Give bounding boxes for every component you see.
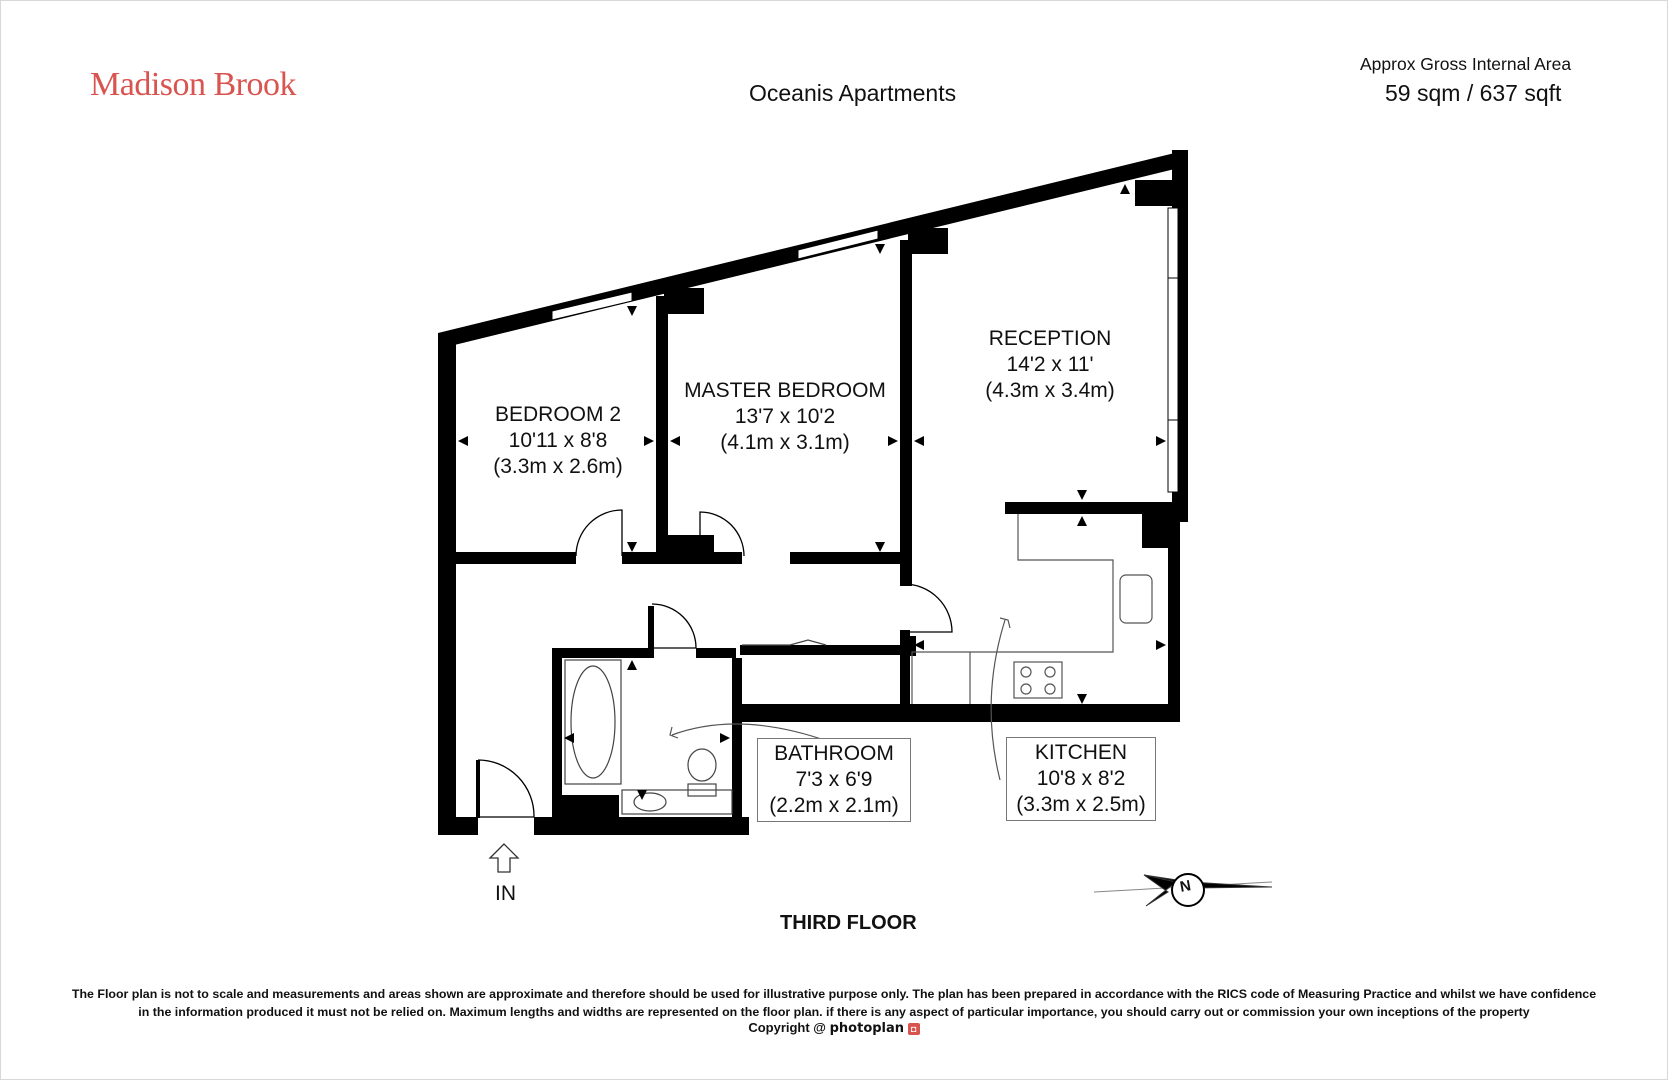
photoplan-badge-icon: ◘ — [908, 1023, 920, 1035]
kitchen-units — [912, 514, 1152, 704]
room-imperial: 7'3 x 6'9 — [795, 768, 873, 791]
copyright — [0, 1020, 1668, 1036]
right-wall-lower — [1168, 522, 1180, 722]
room-bedroom-2 — [478, 402, 638, 480]
bottom-wall-left — [438, 817, 478, 835]
room-kitchen — [1006, 737, 1156, 821]
area-value: 59 sqm / 637 sqft — [1385, 80, 1562, 106]
room-metric: (4.3m x 3.4m) — [985, 379, 1115, 402]
room-master-bedroom — [670, 378, 900, 456]
entrance-label: IN — [495, 882, 516, 905]
room-metric: (3.3m x 2.6m) — [493, 455, 623, 478]
photoplan-logo: photoplan — [829, 1021, 905, 1036]
room-metric: (4.1m x 3.1m) — [720, 431, 850, 454]
brand-logo: Madison Brook — [90, 66, 296, 103]
room-name: BEDROOM 2 — [494, 403, 622, 426]
room-name: MASTER BEDROOM — [684, 379, 886, 402]
entrance-arrow — [490, 844, 518, 872]
left-wall — [438, 333, 456, 835]
door-leaves — [476, 760, 480, 818]
area-label: Approx Gross Internal Area — [1360, 54, 1572, 74]
room-name: KITCHEN — [1034, 741, 1128, 764]
room-name: BATHROOM — [774, 742, 894, 765]
room-reception — [965, 326, 1135, 404]
room-bathroom — [757, 738, 911, 822]
disclaimer: The Floor plan is not to scale and measurements and areas shown are approximate and therefore should be used for illustrative purpose only. The plan has been prepared in accordance with the RICS code of Measuring Practice and whilst we have confidence in the information produced it must not be relied on. Maximum lengths and widths are represented on the floor plan. if there is any aspect of particular importance, you should carry out or commission your own inceptions of the property — [71, 987, 1597, 1019]
kitchen-bottom-wall — [740, 704, 1180, 722]
room-imperial: 10'8 x 8'2 — [1036, 767, 1126, 790]
room-imperial: 13'7 x 10'2 — [734, 405, 836, 428]
room-metric: (2.2m x 2.1m) — [769, 794, 899, 817]
floor-label: THIRD FLOOR — [780, 912, 917, 934]
compass-north-label: N — [1178, 877, 1193, 896]
room-imperial: 10'11 x 8'8 — [508, 429, 608, 452]
room-name: RECEPTION — [988, 327, 1112, 350]
copyright-prefix: Copyright @ — [748, 1020, 826, 1035]
room-imperial: 14'2 x 11' — [1006, 353, 1094, 376]
room-metric: (3.3m x 2.5m) — [1016, 793, 1146, 816]
project-title: Oceanis Apartments — [749, 80, 957, 106]
bathroom-right-wall — [732, 658, 742, 835]
